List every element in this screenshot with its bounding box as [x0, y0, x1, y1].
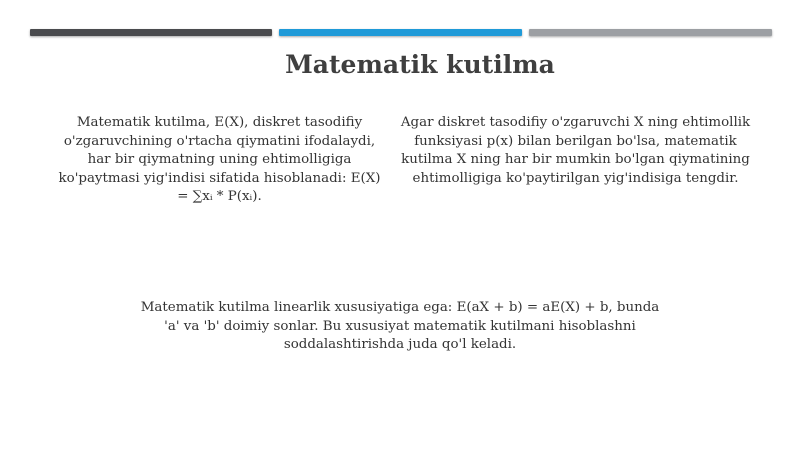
right-paragraph: Agar diskret tasodifiy o'zgaruvchi X ning ehtimollik funksiyasi p(x) bilan berilgan bo'lsa, matematik kutilma X ning har bir mumkin bo'lgan qiymatining ehtimolligiga ko'paytirilgan yig'indisiga tengdir. [400, 115, 751, 186]
left-paragraph [52, 114, 387, 207]
subscript-i: ᵢ [209, 189, 213, 204]
left-paragraph-text: Matematik kutilma, E(X), diskret tasodifiy o'zgaruvchining o'rtacha qiymatini ifodalaydi, har bir qiymatning uning ehtimolligiga ko'paytmasi yig'indisi sifatida hisoblanadi: E(X) = ∑x [58, 115, 381, 204]
accent-bar-dark [30, 29, 272, 36]
accent-bar-gray [529, 29, 772, 36]
left-paragraph-text-3: ). [252, 189, 262, 204]
header-accent-bars [30, 29, 772, 38]
slide-title: Matematik kutilma [285, 50, 555, 79]
accent-bar-blue [279, 29, 522, 36]
bottom-paragraph: Matematik kutilma linearlik xususiyatiga ega: E(aX + b) = aE(X) + b, bunda 'a' va 'b' doimiy sonlar. Bu xususiyat matematik kutilmani hisoblashni soddalashtirishda juda qo'l keladi. [140, 300, 660, 352]
left-paragraph-text-2: * P(x [212, 189, 250, 204]
subscript-i-2: ᵢ [249, 189, 253, 204]
